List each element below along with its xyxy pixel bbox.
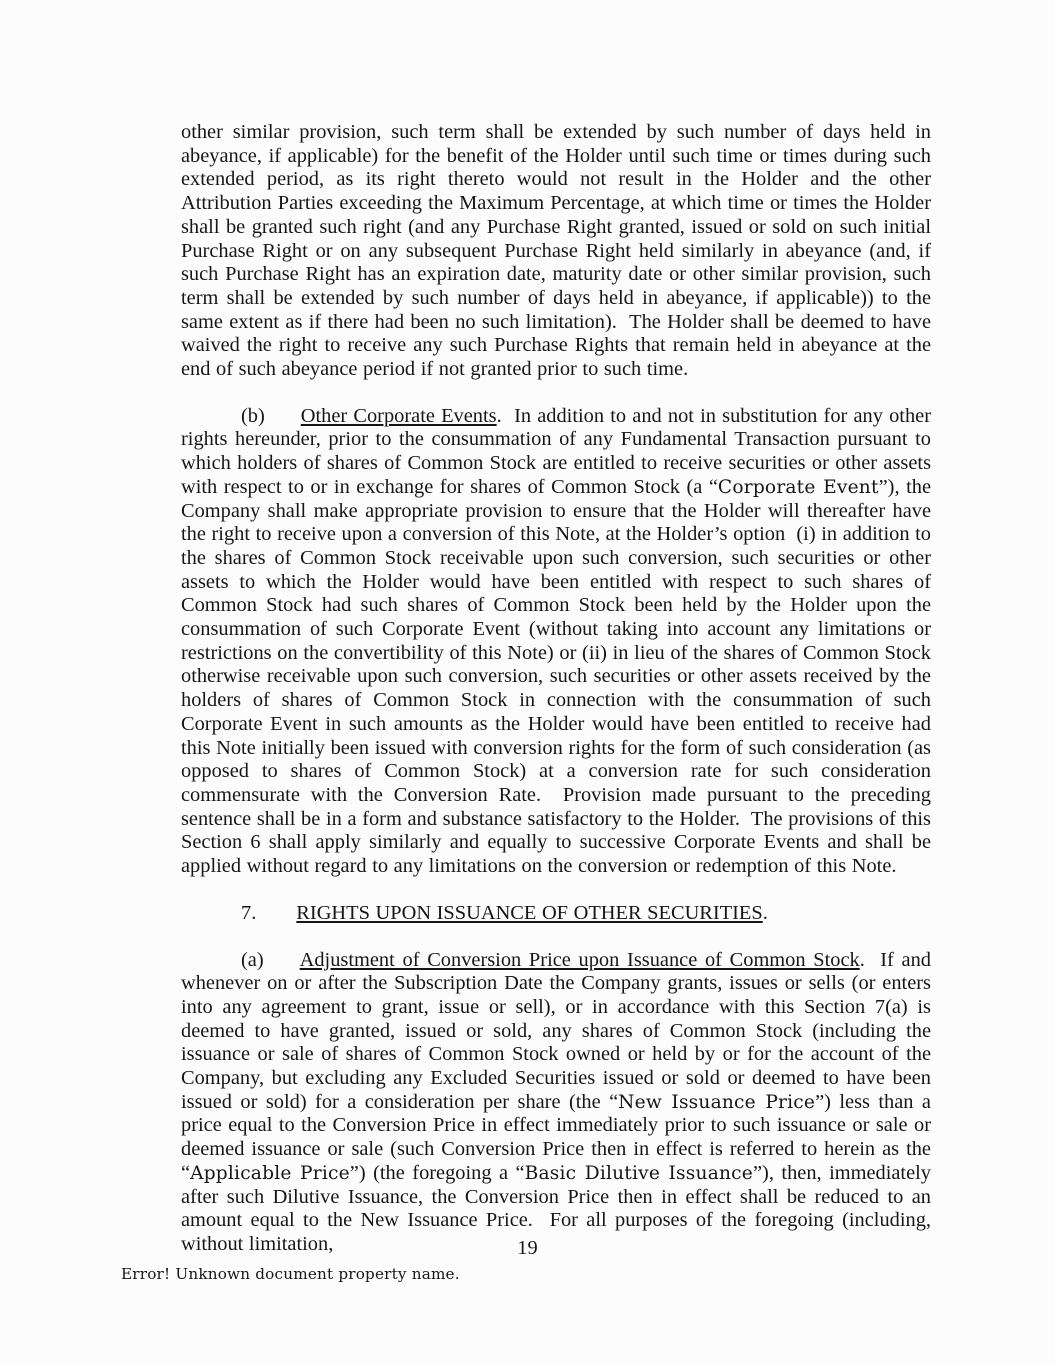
defined-term: Applicable Price (190, 1162, 350, 1184)
defined-term: New Issuance Price (618, 1091, 816, 1113)
defined-term: Corporate Event (717, 476, 879, 498)
text-run: . In addition to and not in substitution for any other rights hereunder, prior to the consummation of any Fundamental Transaction pursuant to which holders of shares of Common Stock are entitled to receive securities or other assets with respect to or in exchange for shares of Common Stock (a “ (181, 404, 931, 498)
text-run: ”) less than a price equal to the Conversion Price in effect immediately prior to such issuance or sale or deemed issuance or sale (such Conversion Price then in effect is referred to herein as the “ (181, 1090, 931, 1184)
underlined-heading-text: RIGHTS UPON ISSUANCE OF OTHER SECURITIES (296, 901, 763, 924)
text-run: 7. (241, 901, 257, 924)
text-run: (a) (241, 948, 264, 971)
paragraph-7a-adjustment-of-conversion-price (181, 949, 931, 1257)
text-run: . (762, 901, 768, 924)
text-run: . If and whenever on or after the Subscription Date the Company grants, issues or sells (or enters into any agreement to grant, issue or sell), or in accordance with this Section 7(a) is deemed to have granted, issued or sold, any shares of Common Stock (including the issuance or sale of shares of Common Stock owned or held by or for the account of the Company, but excluding any Excluded Securities issued or sold or deemed to have been issued or sold) for a consideration per share (the “ (181, 948, 931, 1113)
text-run: (b) (241, 404, 265, 427)
document-body (181, 121, 931, 1280)
text-run: ”), then, immediately after such Dilutive Issuance, the Conversion Price then in effect shall be reduced to an amount equal to the New Issuance Price. For all purposes of the foregoing (including, without limitation, (181, 1161, 932, 1255)
defined-term: Basic Dilutive Issuance (524, 1162, 753, 1184)
footer-error-text: Error! Unknown document property name. (121, 1265, 460, 1283)
underlined-heading-text: Other Corporate Events (300, 404, 497, 427)
paragraph-continuation (181, 121, 931, 382)
paragraph-6b-other-corporate-events (181, 405, 931, 879)
text-run: ”), the Company shall make appropriate provision to ensure that the Holder will thereafter have the right to receive upon a conversion of this Note, at the Holder’s option (i) in addition to the shares of Common Stock receivable upon such conversion, such securities or other assets to which the Holder would have been entitled with respect to such shares of Common Stock had such shares of Common Stock been held by the Holder upon the consummation of such Corporate Event (without taking into account any limitations or restrictions on the convertibility of this Note) or (ii) in lieu of the shares of Common Stock otherwise receivable upon such conversion, such securities or other assets received by the holders of shares of Common Stock in connection with the consummation of such Corporate Event in such amounts as the Holder would have been entitled to receive had this Note initially been issued with conversion rights for the form of such consideration (as opposed to shares of Common Stock) at a conversion rate for such consideration commensurate with the Conversion Rate. Provision made pursuant to the preceding sentence shall be in a form and substance satisfactory to the Holder. The provisions of this Section 6 shall apply similarly and equally to successive Corporate Events and shall be applied without regard to any limitations on the conversion or redemption of this Note. (181, 475, 931, 878)
heading-section-7 (181, 902, 931, 926)
text-run: ”) (the foregoing a “ (349, 1161, 525, 1184)
text-run: other similar provision, such term shall be extended by such number of days held in abeyance, if applicable) for the benefit of the Holder until such time or times during such extended period, as its right thereto would not result in the Holder and the other Attribution Parties exceeding the Maximum Percentage, at which time or times the Holder shall be granted such right (and any Purchase Right granted, issued or sold on such initial Purchase Right or on any subsequent Purchase Right held similarly in abeyance (and, if such Purchase Right has an expiration date, maturity date or other similar provision, such term shall be extended by such number of days held in abeyance, if applicable)) to the same extent as if there had been no such limitation). The Holder shall be deemed to have waived the right to receive any such Purchase Rights that remain held in abeyance at the end of such abeyance period if not granted prior to such time. (181, 121, 931, 381)
underlined-heading-text: Adjustment of Conversion Price upon Issuance of Common Stock (299, 948, 860, 971)
page-number: 19 (517, 1237, 538, 1259)
